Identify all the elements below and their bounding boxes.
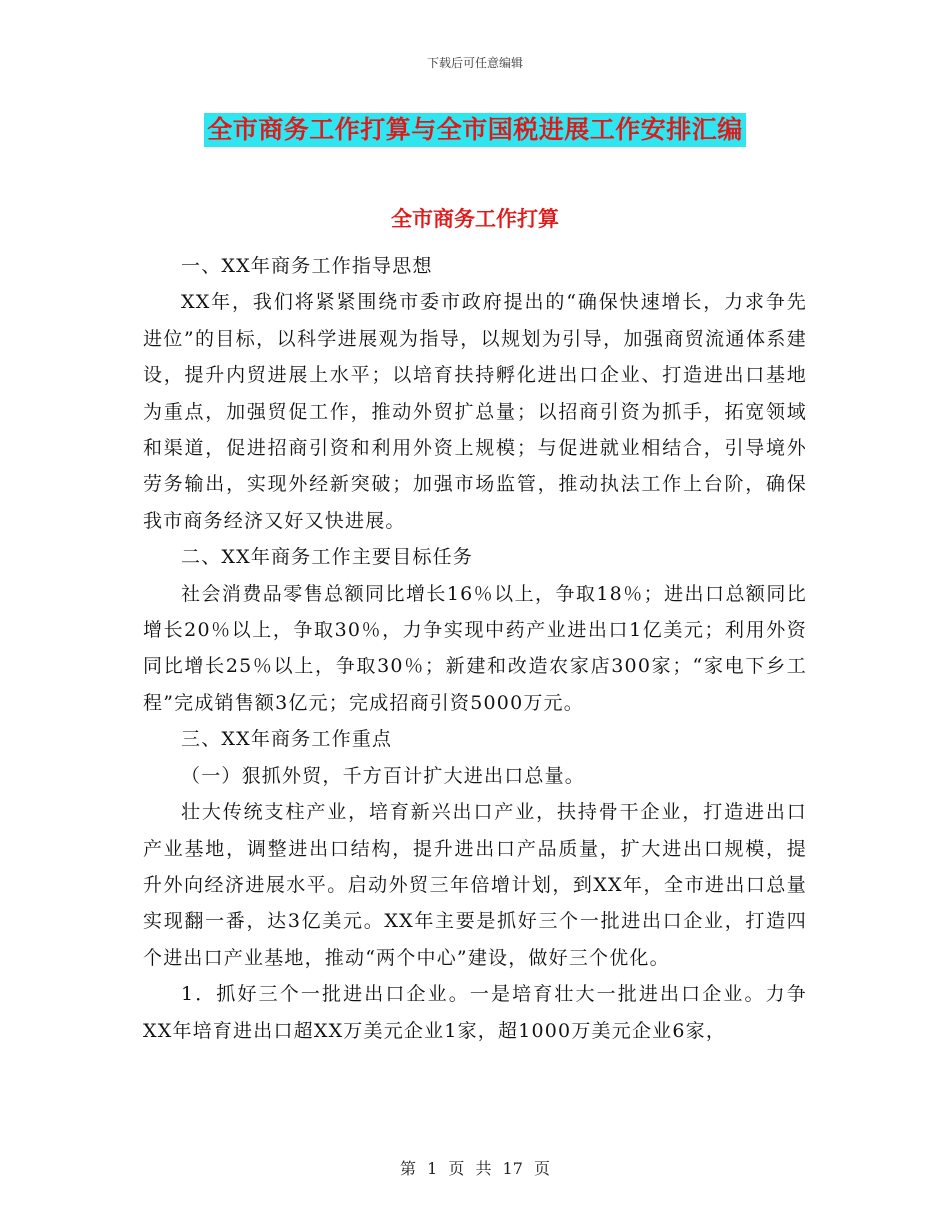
heading-key-work: 三、XX年商务工作重点	[181, 728, 393, 751]
section-title: 全市商务工作打算	[391, 207, 559, 231]
body-text	[143, 248, 807, 1049]
paragraph: XX年，我们将紧紧围绕市委市政府提出的“确保快速增长，力求争先进位”的目标，以科学进展观为指导，以规划为引导，加强商贸流通体系建设，提升内贸进展上水平；以培育扶持孵化进出口企业、打造进出口基地为重点，加强贸促工作，推动外贸扩总量；以招商引资为抓手，拓宽领域和渠道，促进招商引资和利用外资上规模；与促进就业相结合，引导境外劳务输出，实现外经新突破；加强市场监管，推动执法工作上台阶，确保我市商务经济又好又快进展。	[143, 291, 807, 532]
heading-guiding-thought: 一、XX年商务工作指导思想	[181, 255, 433, 277]
paragraph: 1．抓好三个一批进出口企业。一是培育壮大一批进出口企业。力争XX年培育进出口超XX万美元企业1家，超1000万美元企业6家，	[143, 983, 807, 1042]
main-title-text: 全市商务工作打算与全市国税进展工作安排汇编	[204, 113, 746, 147]
page-footer: 第 1 页 共 17 页	[400, 1159, 550, 1178]
paragraph: 社会消费品零售总额同比增长16％以上，争取18％；进出口总额同比增长20％以上，争取30％，力争实现中药产业进出口1亿美元；利用外资同比增长25％以上，争取30％；新建和改造农家店300家；“家电下乡工程”完成销售额3亿元；完成招商引资5000万元。	[143, 582, 807, 714]
header-note: 下载后可任意编辑	[426, 56, 523, 70]
main-title	[0, 113, 950, 147]
paragraph: 壮大传统支柱产业，培育新兴出口产业，扶持骨干企业，打造进出口产业基地，调整进出口结构，提升进出口产品质量，扩大进出口规模，提升外向经济进展水平。启动外贸三年倍增计划，到XX年，全市进出口总量实现翻一番，达3亿美元。XX年主要是抓好三个一批进出口企业，打造四个进出口产业基地，推动“两个中心”建设，做好三个优化。	[143, 801, 807, 969]
subheading-foreign-trade: （一）狠抓外贸，千方百计扩大进出口总量。	[181, 764, 586, 787]
heading-main-targets: 二、XX年商务工作主要目标任务	[181, 546, 474, 569]
